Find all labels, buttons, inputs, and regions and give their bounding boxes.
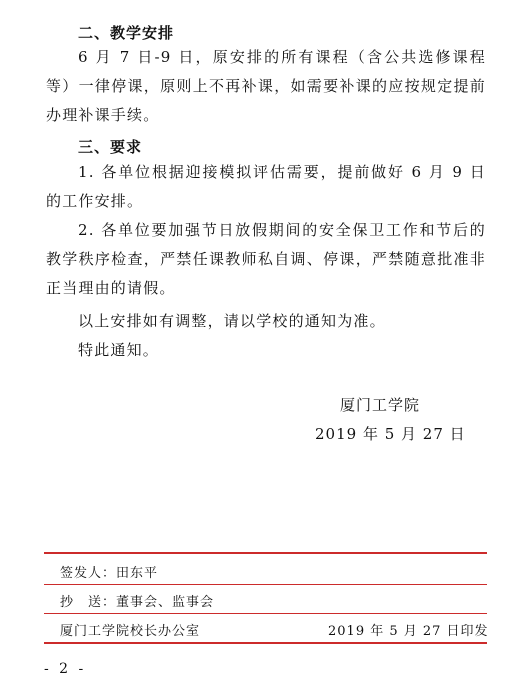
footer-signer-name: 田东平 [116, 566, 159, 581]
footer-cc-recipients: 董事会、监事会 [116, 595, 215, 610]
paragraph-requirement-1: 1. 各单位根据迎接模拟评估需要，提前做好 6 月 9 日的工作安排。 [46, 163, 486, 210]
footer-rule-top [44, 552, 487, 554]
footer-rule-middle-2 [44, 613, 487, 614]
closing-notice: 特此通知。 [78, 341, 160, 359]
footer-signer-label: 签发人： [60, 566, 117, 581]
page-number: - 2 - [44, 661, 87, 677]
footer-rule-middle-1 [44, 584, 487, 585]
signature-date: 2019 年 5 月 27 日 [315, 425, 466, 443]
footer-rule-bottom [44, 642, 487, 644]
footer-cc-label: 抄 送： [60, 595, 117, 610]
footer-issuer: 厦门工学院校长办公室 [60, 624, 201, 639]
closing-adjustment-note: 以上安排如有调整，请以学校的通知为准。 [78, 312, 386, 330]
footer-issue-date: 2019 年 5 月 27 日印发 [328, 624, 489, 639]
section-heading-requirements: 三、要求 [78, 138, 143, 156]
footer-cc [60, 591, 214, 610]
signature-organization: 厦门工学院 [340, 396, 421, 414]
footer-signer [60, 562, 158, 581]
paragraph-requirement-2: 2. 各单位要加强节日放假期间的安全保卫工作和节后的教学秩序检查，严禁任课教师私自调、停课，严禁随意批准非正当理由的请假。 [46, 221, 486, 297]
section-heading-teaching: 二、教学安排 [78, 24, 175, 42]
paragraph-teaching-arrangement: 6 月 7 日-9 日，原安排的所有课程（含公共选修课程等）一律停课，原则上不再补课，如需要补课的应按规定提前办理补课手续。 [46, 48, 486, 124]
